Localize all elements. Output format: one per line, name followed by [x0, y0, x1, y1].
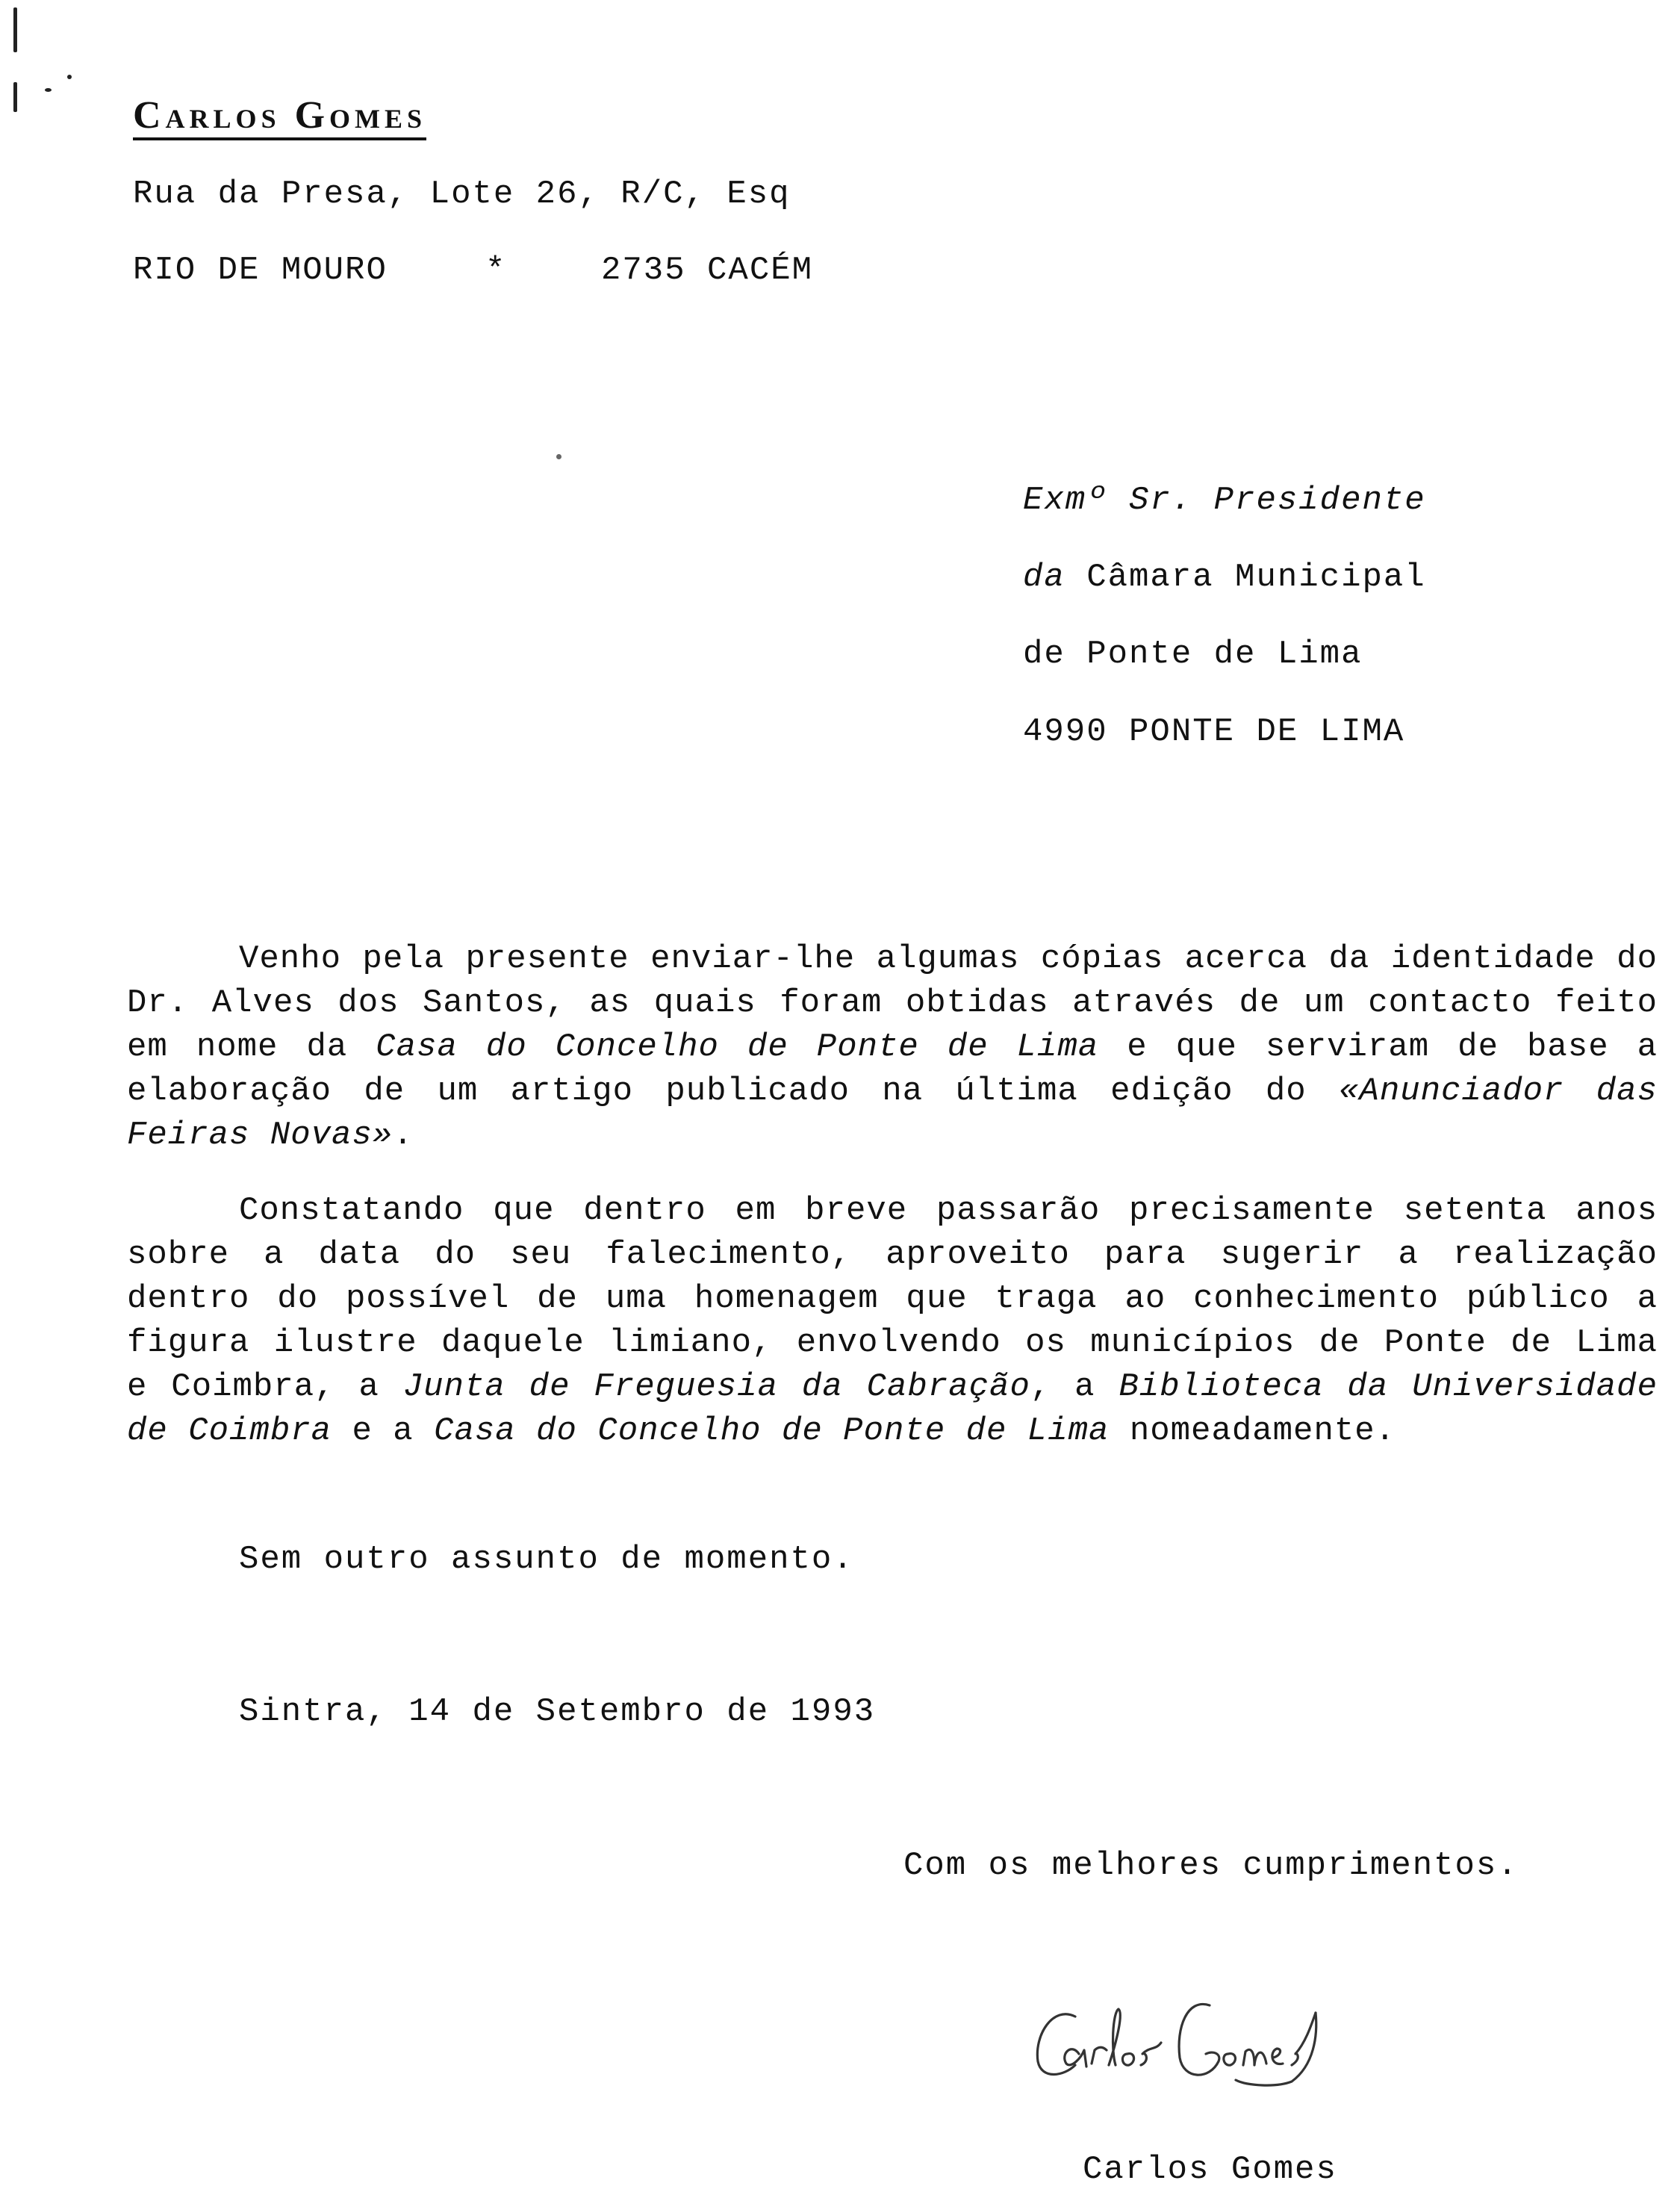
recipient-line-2-prefix: da [1023, 559, 1065, 596]
address-separator: * [485, 252, 507, 289]
paragraph-2-text-d: nomeadamente. [1109, 1412, 1396, 1450]
paragraph-2-text-b: , a [1030, 1368, 1119, 1406]
recipient-line-2-rest: Câmara Municipal [1065, 559, 1426, 596]
sender-name-heading: Carlos Gomes [133, 96, 426, 140]
scan-mark [67, 75, 72, 79]
body-paragraph-3: Sem outro assunto de momento. [239, 1541, 854, 1578]
paragraph-1-text-a: Venho pela presente enviar-lhe algumas cópias acerca da identidade do Dr. Alves dos Santos, as quais foram obtidas através de um contacto feito em nome da [127, 940, 1658, 1066]
sender-postal-code: 2735 CACÉM [601, 252, 814, 289]
scan-mark [556, 454, 561, 459]
paragraph-1-italic-a: Casa do Concelho de Ponte de Lima [376, 1028, 1099, 1066]
paragraph-2-italic-b: Biblioteca da Universidade de Coimbra [127, 1368, 1658, 1450]
body-paragraph-1 [127, 937, 1658, 1158]
date-line: Sintra, 14 de Setembro de 1993 [239, 1693, 876, 1730]
scan-mark [13, 82, 17, 112]
sender-locality: RIO DE MOURO [133, 252, 388, 289]
recipient-line-1: Exmº Sr. Presidente [1023, 482, 1426, 519]
body-paragraph-2 [127, 1189, 1658, 1453]
recipient-line-3: de Ponte de Lima [1023, 636, 1363, 673]
signer-name: Carlos Gomes [1083, 2151, 1337, 2188]
paragraph-2-text-c: e a [332, 1412, 435, 1450]
recipient-line-2 [1023, 555, 1426, 600]
handwritten-signature [1023, 1983, 1411, 2095]
recipient-line-4: 4990 PONTE DE LIMA [1023, 713, 1405, 751]
paragraph-2-text-a: Constatando que dentro em breve passarão precisamente setenta anos sobre a data do seu falecimento, aproveito para sugerir a realização dentro do possível de uma homenagem que traga ao conhecimento público a figura ilustre daquele limiano, envolvendo os municípios de Ponte de Lima e Coimbra, a [127, 1192, 1658, 1406]
paragraph-1-text-c: . [393, 1117, 414, 1154]
paragraph-2-italic-a: Junta de Freguesia da Cabração [402, 1368, 1030, 1406]
paragraph-1-text-b: e que serviram de base a elaboração de um artigo publicado na última edição do [127, 1028, 1658, 1110]
sender-address-line: Rua da Presa, Lote 26, R/C, Esq [133, 176, 791, 213]
scan-mark [45, 88, 52, 92]
paragraph-2-italic-c: Casa do Concelho de Ponte de Lima [434, 1412, 1110, 1450]
closing-salutation: Com os melhores cumprimentos. [903, 1847, 1519, 1884]
scan-mark [13, 7, 17, 52]
paragraph-1-italic-b: «Anunciador das Feiras Novas» [127, 1072, 1658, 1154]
